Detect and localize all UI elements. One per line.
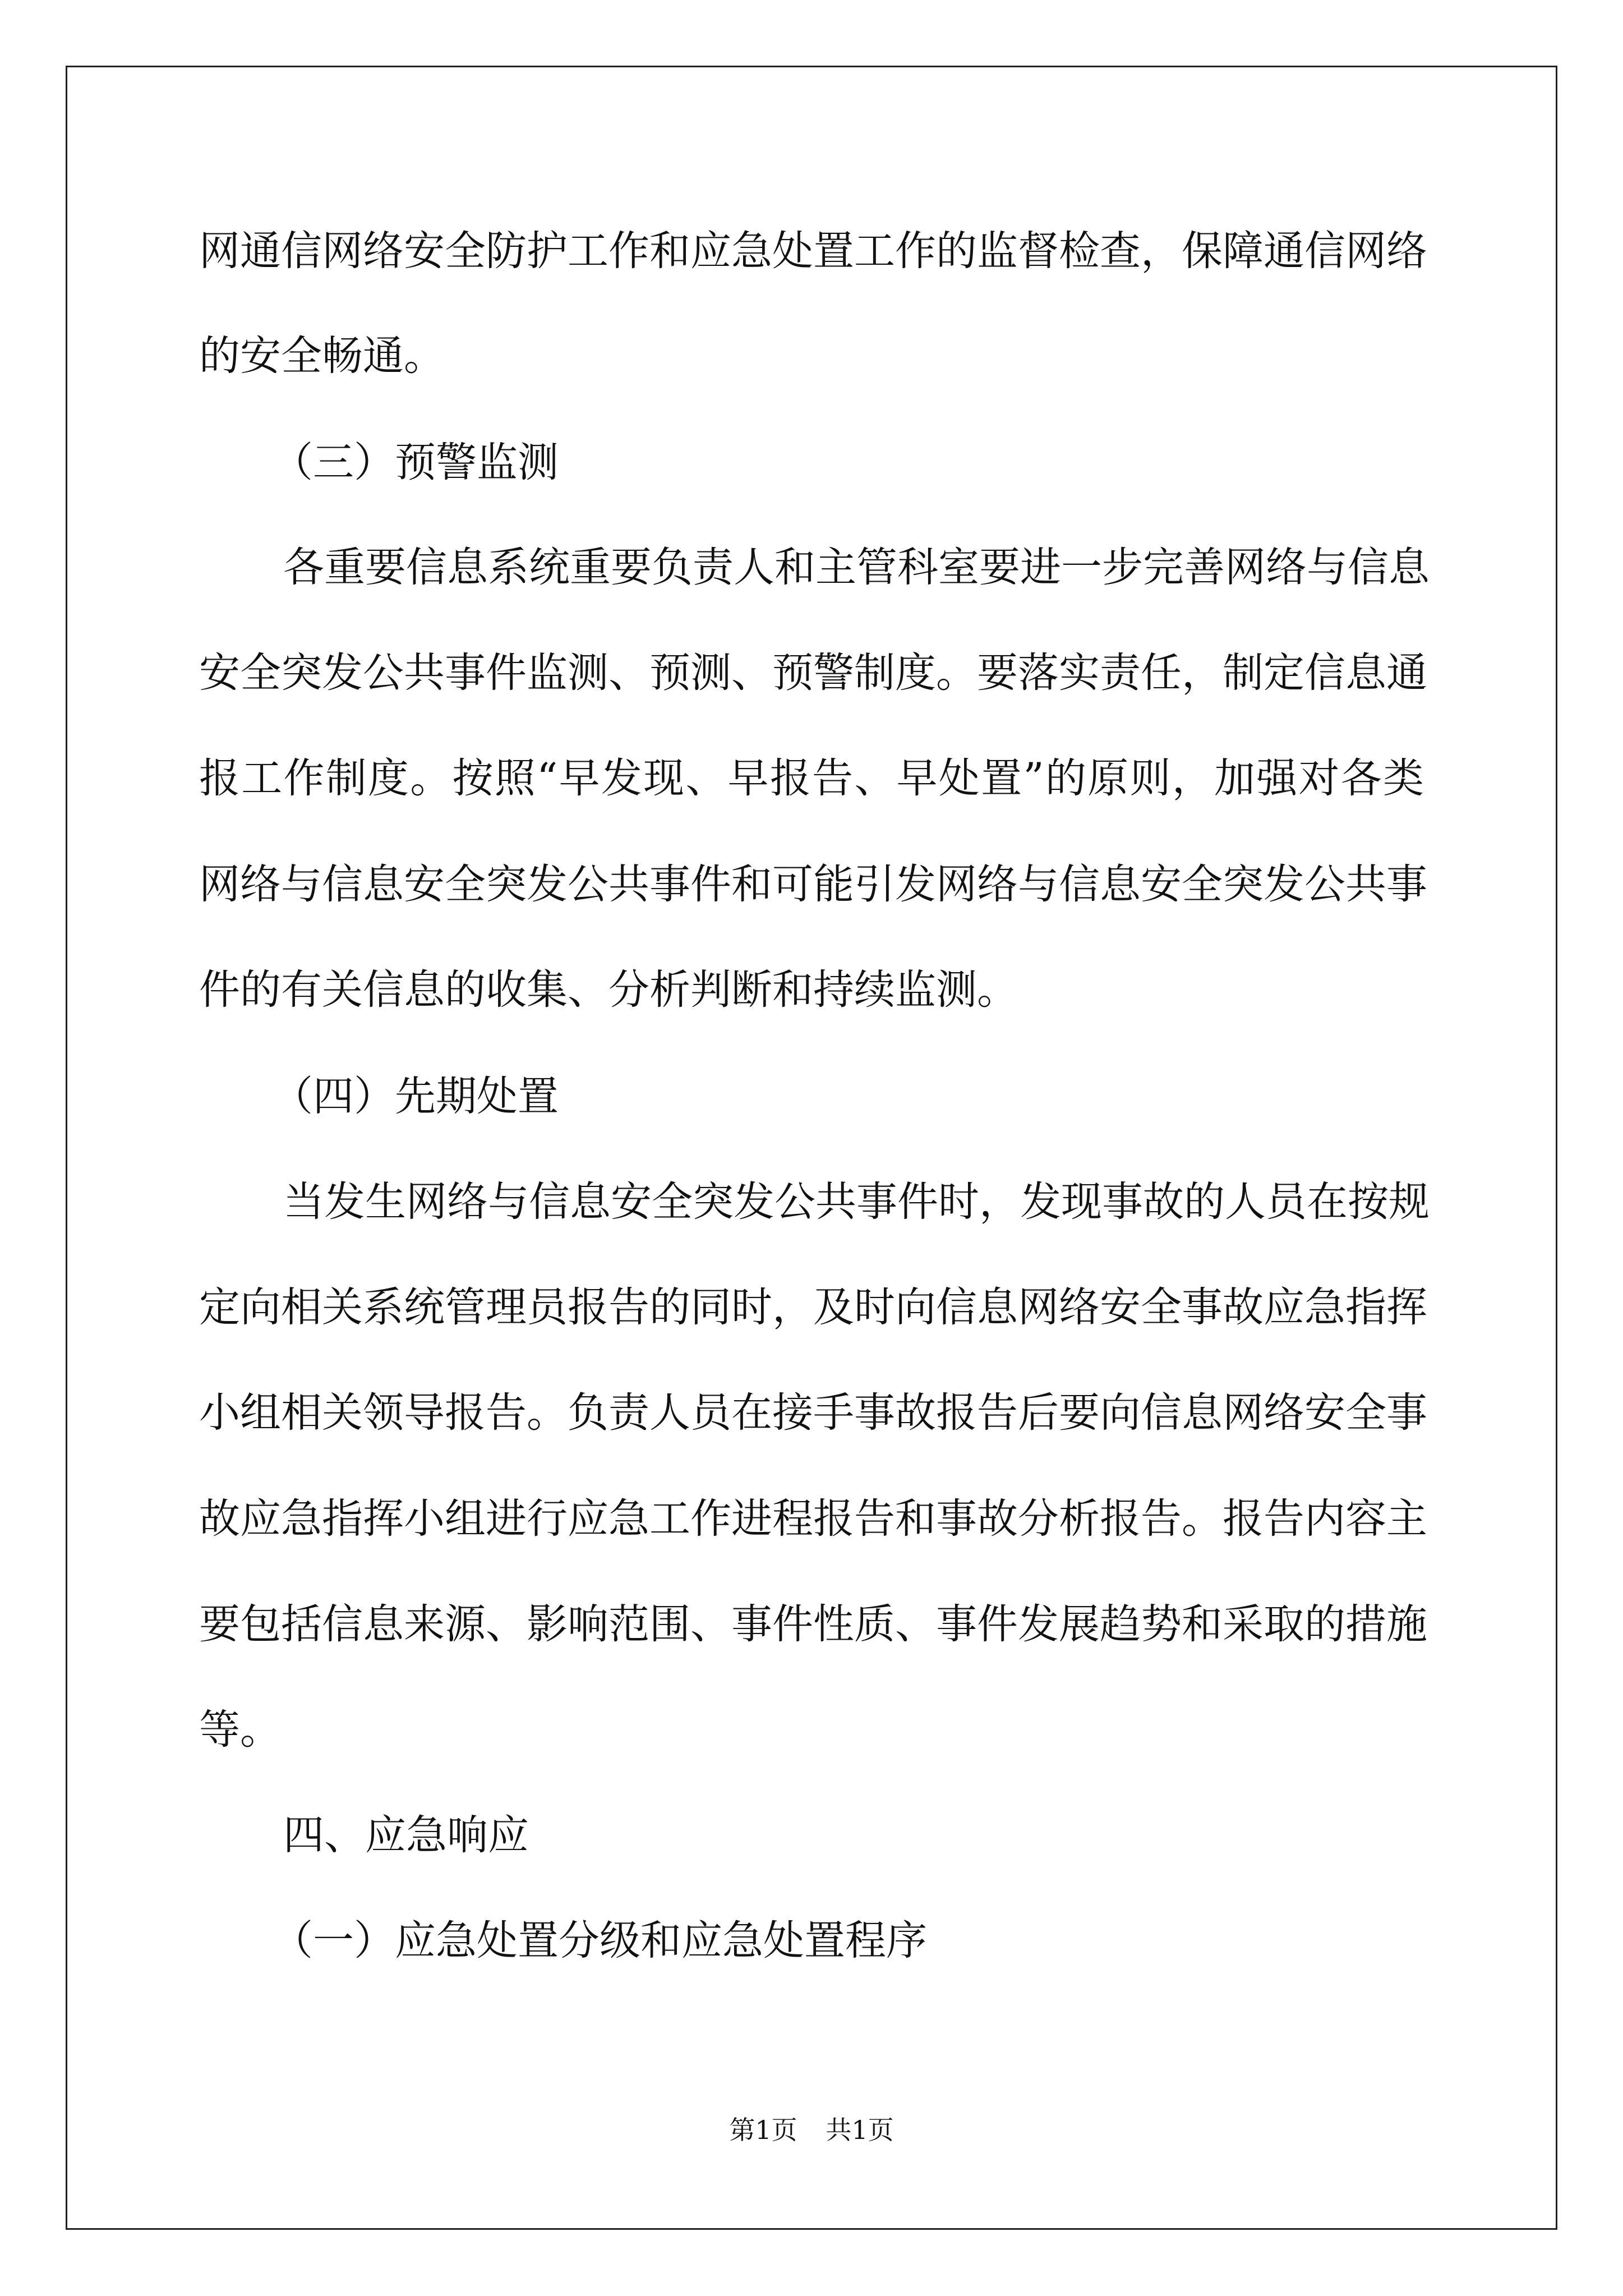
paragraph-line: 网通信网络安全防护工作和应急处置工作的监督检查，保障通信网络 (199, 227, 1427, 275)
paragraph-line: 各重要信息系统重要负责人和主管科室要进一步完善网络与信息 (283, 544, 1430, 591)
paragraph-line: 当发生网络与信息安全突发公共事件时，发现事故的人员在按规 (283, 1178, 1430, 1226)
section-heading: （四）先期处置 (272, 1073, 559, 1120)
section-heading: （三）预警监测 (272, 439, 559, 486)
paragraph-line: 要包括信息来源、影响范围、事件性质、事件发展趋势和采取的措施 (199, 1600, 1427, 1648)
paragraph-line: 件的有关信息的收集、分析判断和持续监测。 (199, 966, 1018, 1014)
paragraph-line: 报工作制度。按照“早发现、早报告、早处置”的原则，加强对各类 (199, 754, 1424, 802)
page-total: 共1页 (826, 2115, 894, 2145)
paragraph-line: 定向相关系统管理员报告的同时，及时向信息网络安全事故应急指挥 (199, 1283, 1427, 1331)
page-number: 第1页 (729, 2115, 797, 2145)
page-footer (0, 2113, 1623, 2147)
paragraph-line: 等。 (199, 1706, 281, 1754)
section-heading: 四、应急响应 (283, 1811, 529, 1859)
section-heading: （一）应急处置分级和应急处置程序 (272, 1917, 927, 1964)
paragraph-line: 安全突发公共事件监测、预测、预警制度。要落实责任，制定信息通 (199, 649, 1427, 697)
paragraph-line: 故应急指挥小组进行应急工作进程报告和事故分析报告。报告内容主 (199, 1495, 1427, 1543)
paragraph-line: 小组相关领导报告。负责人员在接手事故报告后要向信息网络安全事 (199, 1389, 1427, 1437)
paragraph-line: 的安全畅通。 (199, 332, 445, 380)
paragraph-line: 网络与信息安全突发公共事件和可能引发网络与信息安全突发公共事 (199, 861, 1427, 908)
page-border (66, 66, 1557, 2230)
